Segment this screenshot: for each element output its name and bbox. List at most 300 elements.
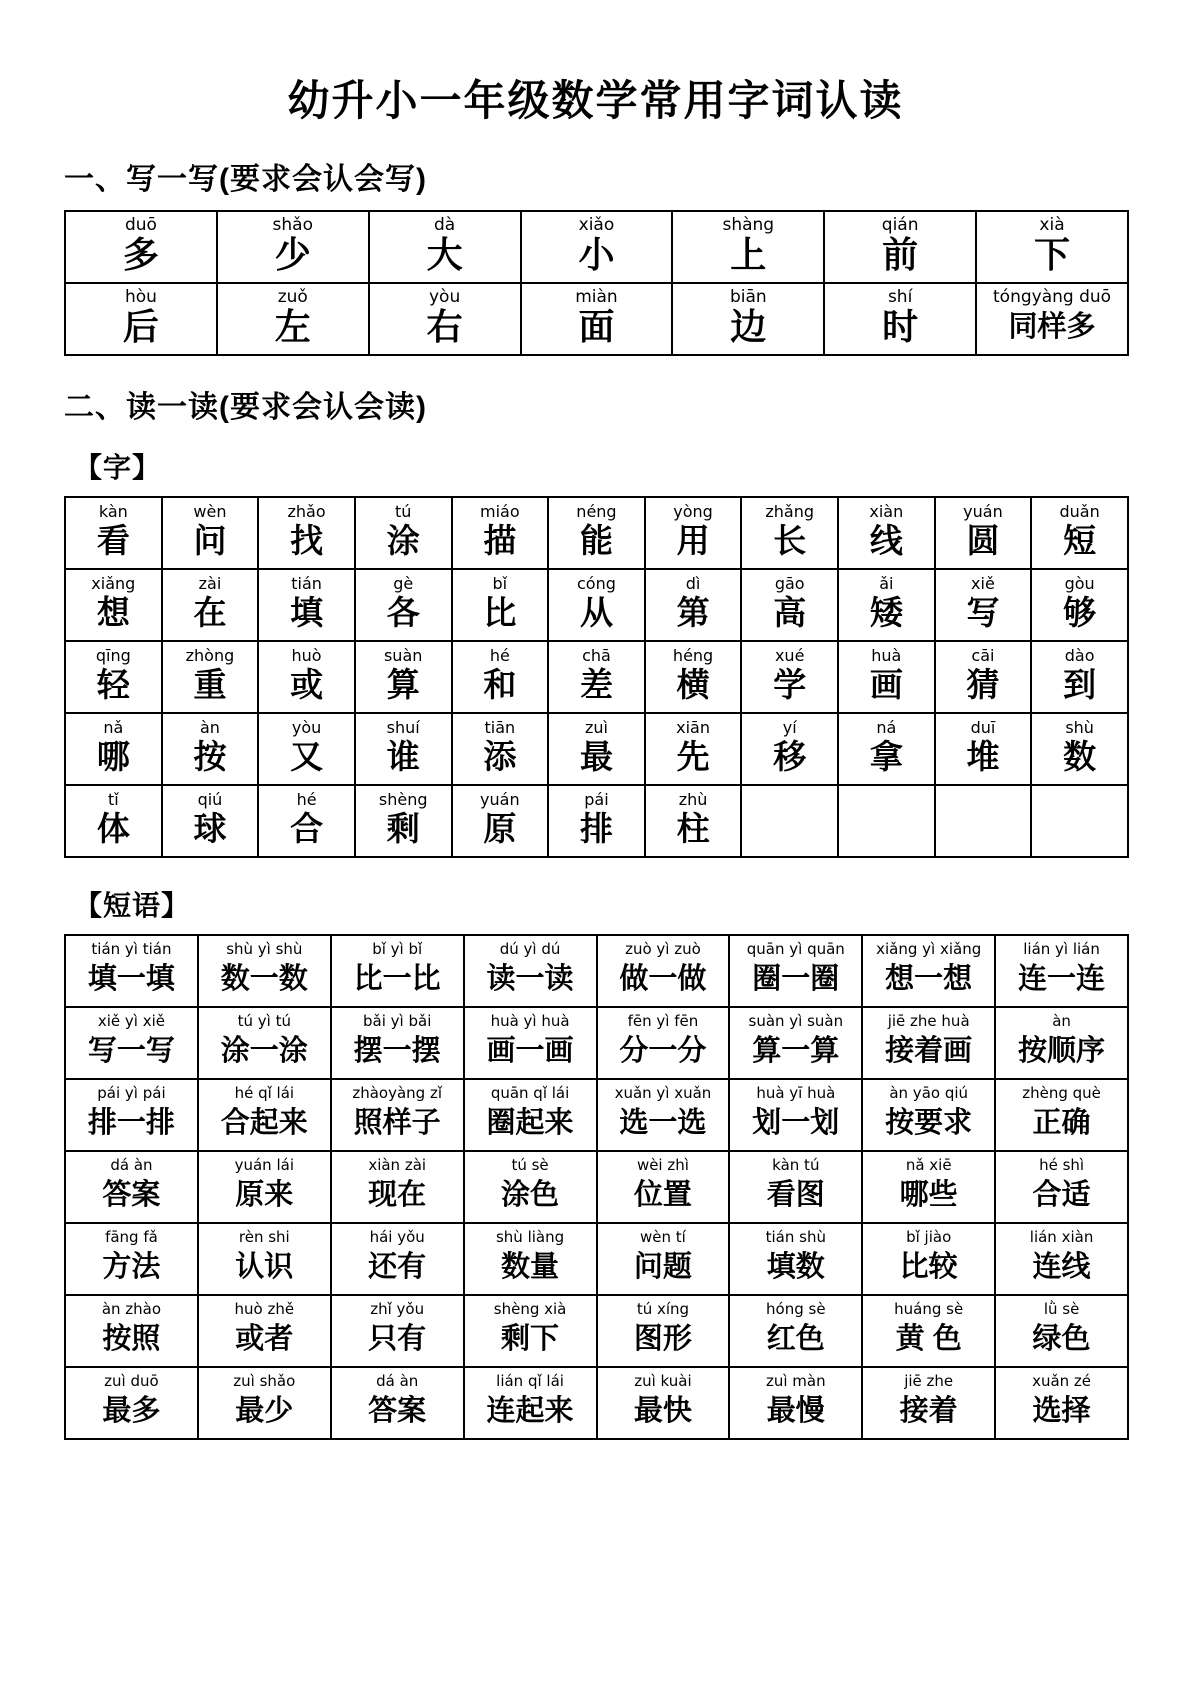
pinyin-text: hái yǒu	[369, 1228, 425, 1246]
vocab-cell	[162, 785, 259, 857]
hanzi-text: 能	[579, 522, 613, 559]
hanzi-text: 数	[1063, 738, 1097, 775]
hanzi-text: 最	[579, 738, 613, 775]
hanzi-text: 画	[869, 666, 903, 703]
vocab-cell	[645, 497, 742, 569]
hanzi-text: 在	[193, 594, 227, 631]
write-table-row	[65, 283, 1128, 355]
pinyin-text: xiān	[676, 718, 710, 737]
hanzi-text: 或	[290, 666, 324, 703]
pinyin-text: yí	[782, 718, 797, 737]
hanzi-text: 长	[773, 522, 807, 559]
vocab-cell	[355, 497, 452, 569]
vocab-cell	[935, 713, 1032, 785]
hanzi-text: 少	[274, 234, 311, 275]
pinyin-text: quān qǐ lái	[490, 1084, 570, 1102]
pinyin-text: hé shì	[1039, 1156, 1085, 1174]
hanzi-text: 描	[483, 522, 517, 559]
hanzi-text: 堆	[966, 738, 1000, 775]
hanzi-text: 圆	[966, 522, 1000, 559]
pinyin-text: hé qǐ lái	[234, 1084, 295, 1102]
hanzi-text: 想	[96, 594, 130, 631]
hanzi-text: 到	[1063, 666, 1097, 703]
pinyin-text: tǐ	[107, 790, 119, 809]
hanzi-text: 数量	[501, 1251, 560, 1283]
pinyin-text: zhǎng	[765, 502, 814, 521]
pinyin-text: tú yì tú	[237, 1012, 291, 1030]
vocab-cell	[862, 935, 995, 1007]
vocab-cell	[162, 569, 259, 641]
hanzi-text: 接着	[899, 1395, 958, 1427]
pinyin-text: chā	[582, 646, 611, 665]
hanzi-text: 下	[1034, 234, 1071, 275]
hanzi-text: 涂一涂	[220, 1035, 308, 1067]
pinyin-text: shuí	[386, 718, 420, 737]
vocab-cell	[65, 1367, 198, 1439]
vocab-cell	[1031, 713, 1128, 785]
hanzi-text: 画一画	[486, 1035, 574, 1067]
pinyin-text: rèn shi	[238, 1228, 290, 1246]
pinyin-text: tián yì tián	[91, 940, 172, 958]
vocab-cell	[355, 785, 452, 857]
phrases-table-row	[65, 935, 1128, 1007]
pinyin-text: huà	[871, 646, 902, 665]
vocab-cell	[258, 497, 355, 569]
vocab-cell	[597, 935, 730, 1007]
pinyin-text: lián qǐ lái	[496, 1372, 564, 1390]
pinyin-text: shù	[1065, 718, 1094, 737]
hanzi-text: 只有	[368, 1323, 427, 1355]
vocab-cell	[464, 1151, 597, 1223]
vocab-cell	[198, 1079, 331, 1151]
vocab-cell	[995, 1007, 1128, 1079]
vocab-cell	[862, 1079, 995, 1151]
pinyin-text: suàn	[383, 646, 423, 665]
pinyin-text: wèn	[193, 502, 227, 521]
vocab-cell	[995, 1367, 1128, 1439]
hanzi-text: 哪些	[899, 1179, 958, 1211]
vocab-cell	[331, 1367, 464, 1439]
pinyin-text: qiú	[197, 790, 223, 809]
hanzi-text: 排一排	[87, 1107, 175, 1139]
vocab-cell	[645, 569, 742, 641]
hanzi-text: 看	[96, 522, 130, 559]
hanzi-text: 数一数	[220, 963, 308, 995]
phrases-table-row	[65, 1007, 1128, 1079]
pinyin-text: zhǎo	[287, 502, 326, 521]
vocab-cell	[935, 641, 1032, 713]
hanzi-text: 现在	[368, 1179, 427, 1211]
pinyin-text: zuǒ	[277, 287, 308, 307]
hanzi-text: 排	[579, 810, 613, 847]
pinyin-text: huáng sè	[894, 1300, 964, 1318]
vocab-cell	[741, 497, 838, 569]
hanzi-text: 轻	[96, 666, 130, 703]
vocab-cell	[995, 1079, 1128, 1151]
vocab-cell	[597, 1295, 730, 1367]
hanzi-text: 红色	[766, 1323, 825, 1355]
hanzi-text: 又	[290, 738, 324, 775]
vocab-cell	[331, 1151, 464, 1223]
pinyin-text: zài	[198, 574, 222, 593]
vocab-cell	[521, 283, 673, 355]
hanzi-text: 比一比	[353, 963, 441, 995]
pinyin-text: fēn yì fēn	[627, 1012, 699, 1030]
pinyin-text: àn yāo qiú	[889, 1084, 969, 1102]
vocab-cell	[452, 641, 549, 713]
empty-cell	[838, 785, 935, 857]
vocab-cell	[65, 1151, 198, 1223]
vocab-cell	[464, 1079, 597, 1151]
vocab-cell	[741, 641, 838, 713]
hanzi-text: 划一划	[752, 1107, 840, 1139]
pinyin-text: zuì kuài	[634, 1372, 692, 1390]
vocab-cell	[838, 497, 935, 569]
pinyin-text: hé	[296, 790, 317, 809]
hanzi-text: 问	[193, 522, 227, 559]
pinyin-text: àn zhào	[101, 1300, 162, 1318]
vocab-cell	[741, 713, 838, 785]
hanzi-text: 位置	[633, 1179, 692, 1211]
vocab-cell	[729, 1007, 862, 1079]
hanzi-text: 先	[676, 738, 710, 775]
hanzi-text: 最少	[235, 1395, 294, 1427]
pinyin-text: zhǐ yǒu	[370, 1300, 425, 1318]
vocab-cell	[452, 713, 549, 785]
vocab-cell	[198, 1007, 331, 1079]
hanzi-text: 原来	[235, 1179, 294, 1211]
vocab-cell	[838, 713, 935, 785]
vocab-cell	[162, 641, 259, 713]
hanzi-text: 合适	[1032, 1179, 1091, 1211]
hanzi-text: 摆一摆	[353, 1035, 441, 1067]
hanzi-text: 小	[578, 234, 615, 275]
vocab-cell	[198, 935, 331, 1007]
hanzi-text: 答案	[102, 1179, 161, 1211]
pinyin-text: zhù	[678, 790, 708, 809]
pinyin-text: duō	[124, 215, 157, 235]
vocab-cell	[862, 1223, 995, 1295]
pinyin-text: tú xíng	[636, 1300, 690, 1318]
hanzi-text: 黄 色	[895, 1323, 962, 1355]
hanzi-text: 涂色	[501, 1179, 560, 1211]
hanzi-text: 问题	[633, 1251, 692, 1283]
pinyin-text: zuì shǎo	[233, 1372, 296, 1390]
hanzi-text: 差	[579, 666, 613, 703]
vocab-cell	[597, 1079, 730, 1151]
pinyin-text: suàn yì suàn	[748, 1012, 844, 1030]
hanzi-text: 同样多	[1008, 311, 1096, 343]
hanzi-text: 或者	[235, 1323, 294, 1355]
pinyin-text: shí	[887, 287, 913, 307]
pinyin-text: dà	[434, 215, 456, 235]
vocab-cell	[258, 785, 355, 857]
pinyin-text: duī	[970, 718, 996, 737]
pinyin-text: miàn	[575, 287, 618, 307]
pinyin-text: bǐ yì bǐ	[372, 940, 423, 958]
hanzi-text: 添	[483, 738, 517, 775]
hanzi-text: 合起来	[220, 1107, 308, 1139]
vocab-cell	[976, 283, 1128, 355]
chars-table-row	[65, 641, 1128, 713]
pinyin-text: tiān	[484, 718, 516, 737]
hanzi-text: 右	[426, 306, 463, 347]
vocab-cell	[862, 1151, 995, 1223]
vocab-cell	[331, 1079, 464, 1151]
pinyin-text: huò	[291, 646, 322, 665]
pinyin-text: tián shù	[765, 1228, 826, 1246]
hanzi-text: 从	[579, 594, 613, 631]
vocab-cell	[464, 1223, 597, 1295]
hanzi-text: 图形	[633, 1323, 692, 1355]
vocab-cell	[838, 641, 935, 713]
pinyin-text: kàn tú	[772, 1156, 820, 1174]
vocab-cell	[258, 713, 355, 785]
vocab-cell	[729, 935, 862, 1007]
vocab-cell	[65, 1295, 198, 1367]
pinyin-text: tóngyàng duō	[993, 287, 1112, 307]
hanzi-text: 短	[1063, 522, 1097, 559]
vocab-cell	[935, 497, 1032, 569]
hanzi-text: 线	[869, 522, 903, 559]
pinyin-text: yuán	[963, 502, 1003, 521]
hanzi-text: 看图	[766, 1179, 825, 1211]
vocab-cell	[65, 935, 198, 1007]
vocab-cell	[597, 1007, 730, 1079]
pinyin-text: gè	[393, 574, 414, 593]
hanzi-text: 填一填	[87, 963, 175, 995]
pinyin-text: hóng sè	[766, 1300, 826, 1318]
pinyin-text: kàn	[98, 502, 128, 521]
pinyin-text: shù liàng	[495, 1228, 565, 1246]
pinyin-text: nǎ	[103, 718, 124, 737]
vocab-cell	[729, 1151, 862, 1223]
vocab-cell	[862, 1367, 995, 1439]
vocab-cell	[672, 211, 824, 283]
hanzi-text: 猜	[966, 666, 1000, 703]
vocab-cell	[995, 1295, 1128, 1367]
hanzi-text: 连一连	[1018, 963, 1106, 995]
vocab-cell	[331, 1007, 464, 1079]
pinyin-text: huà yì huà	[490, 1012, 570, 1030]
pinyin-text: xiàn zài	[368, 1156, 427, 1174]
hanzi-text: 第	[676, 594, 710, 631]
hanzi-text: 算	[386, 666, 420, 703]
vocab-cell	[729, 1295, 862, 1367]
pinyin-text: shàng	[722, 215, 775, 235]
vocab-cell	[217, 211, 369, 283]
vocab-cell	[1031, 569, 1128, 641]
hanzi-text: 圈起来	[486, 1107, 574, 1139]
vocab-cell	[355, 641, 452, 713]
hanzi-text: 后	[122, 306, 159, 347]
pinyin-text: quān yì quān	[746, 940, 845, 958]
pinyin-text: àn	[1052, 1012, 1071, 1030]
pinyin-text: yuán lái	[234, 1156, 294, 1174]
pinyin-text: bǐ	[492, 574, 508, 593]
pinyin-text: xiě yì xiě	[97, 1012, 165, 1030]
chars-table-body	[65, 497, 1128, 857]
vocab-cell	[597, 1151, 730, 1223]
pinyin-text: fāng fǎ	[105, 1228, 158, 1246]
vocab-cell	[548, 713, 645, 785]
vocab-cell	[65, 785, 162, 857]
vocab-cell	[645, 713, 742, 785]
hanzi-text: 比较	[899, 1251, 958, 1283]
pinyin-text: xiǎng	[91, 574, 136, 593]
pinyin-text: shǎo	[272, 215, 313, 235]
pinyin-text: huà yī huà	[756, 1084, 836, 1102]
pinyin-text: miáo	[480, 502, 520, 521]
vocab-cell	[464, 1295, 597, 1367]
hanzi-text: 面	[578, 306, 615, 347]
pinyin-text: lǜ sè	[1043, 1300, 1080, 1318]
phrases-table-row	[65, 1151, 1128, 1223]
pinyin-text: zuò yì zuò	[625, 940, 701, 958]
pinyin-text: huò zhě	[234, 1300, 295, 1318]
hanzi-text: 连线	[1032, 1251, 1091, 1283]
pinyin-text: nǎ xiē	[905, 1156, 952, 1174]
vocab-cell	[331, 935, 464, 1007]
vocab-cell	[65, 497, 162, 569]
hanzi-text: 原	[483, 810, 517, 847]
vocab-cell	[548, 569, 645, 641]
vocab-cell	[355, 569, 452, 641]
pinyin-text: shèng xià	[493, 1300, 567, 1318]
pinyin-text: xué	[774, 646, 805, 665]
pinyin-text: zhòng	[185, 646, 235, 665]
pinyin-text: hòu	[124, 287, 157, 307]
vocab-cell	[198, 1223, 331, 1295]
pinyin-text: xiàn	[869, 502, 904, 521]
vocab-cell	[65, 569, 162, 641]
vocab-cell	[452, 785, 549, 857]
hanzi-text: 和	[483, 666, 517, 703]
vocab-cell	[862, 1007, 995, 1079]
pinyin-text: biān	[729, 287, 767, 307]
hanzi-text: 正确	[1032, 1107, 1091, 1139]
hanzi-text: 多	[122, 234, 159, 275]
vocab-cell	[1031, 641, 1128, 713]
pinyin-text: zhèng què	[1022, 1084, 1101, 1102]
pinyin-text: lián yì lián	[1023, 940, 1100, 958]
hanzi-text: 边	[730, 306, 767, 347]
vocab-cell	[935, 569, 1032, 641]
pinyin-text: zhàoyàng zǐ	[352, 1084, 443, 1102]
pinyin-text: ná	[876, 718, 897, 737]
pinyin-text: yuán	[480, 790, 520, 809]
pinyin-text: xiǎng yì xiǎng	[876, 940, 982, 958]
pinyin-text: tián	[291, 574, 322, 593]
vocab-cell	[331, 1223, 464, 1295]
vocab-cell	[672, 283, 824, 355]
sub-heading-chars: 【字】	[74, 452, 162, 483]
pinyin-text: bǐ jiào	[906, 1228, 952, 1246]
pinyin-text: lián xiàn	[1029, 1228, 1094, 1246]
vocab-cell	[995, 1223, 1128, 1295]
vocab-cell	[217, 283, 369, 355]
chars-table-row	[65, 569, 1128, 641]
hanzi-text: 分一分	[619, 1035, 707, 1067]
hanzi-text: 认识	[235, 1251, 294, 1283]
vocab-cell	[729, 1079, 862, 1151]
vocab-cell	[976, 211, 1128, 283]
vocab-cell	[65, 641, 162, 713]
hanzi-text: 最慢	[766, 1395, 825, 1427]
vocab-cell	[995, 1151, 1128, 1223]
section-heading-write: 一、写一写(要求会认会写)	[64, 163, 427, 196]
hanzi-text: 读一读	[486, 963, 574, 995]
hanzi-text: 接着画	[885, 1035, 973, 1067]
vocab-cell	[331, 1295, 464, 1367]
pinyin-text: jiē zhe	[904, 1372, 954, 1390]
pinyin-text: xuǎn zé	[1032, 1372, 1092, 1390]
pinyin-text: tú sè	[511, 1156, 549, 1174]
pinyin-text: dá àn	[110, 1156, 153, 1174]
vocab-cell	[548, 785, 645, 857]
hanzi-text: 填数	[766, 1251, 825, 1283]
hanzi-text: 大	[426, 234, 463, 275]
hanzi-text: 高	[773, 594, 807, 631]
vocab-cell	[198, 1367, 331, 1439]
hanzi-text: 找	[290, 522, 324, 559]
hanzi-text: 体	[96, 810, 130, 847]
vocab-cell	[464, 1367, 597, 1439]
hanzi-text: 按顺序	[1018, 1035, 1106, 1067]
phrases-table	[64, 934, 1129, 1440]
empty-cell	[935, 785, 1032, 857]
pinyin-text: tú	[394, 502, 412, 521]
hanzi-text: 写一写	[87, 1035, 175, 1067]
vocab-cell	[162, 713, 259, 785]
vocab-cell	[729, 1223, 862, 1295]
vocab-cell	[452, 497, 549, 569]
hanzi-text: 绿色	[1032, 1323, 1091, 1355]
hanzi-text: 选择	[1032, 1395, 1091, 1427]
section-heading-read: 二、读一读(要求会认会读)	[64, 391, 427, 424]
hanzi-text: 最多	[102, 1395, 161, 1427]
vocab-cell	[198, 1295, 331, 1367]
vocab-cell	[198, 1151, 331, 1223]
write-table-row	[65, 211, 1128, 283]
pinyin-text: shù yì shù	[226, 940, 303, 958]
pinyin-text: pái	[584, 790, 609, 809]
hanzi-text: 矮	[869, 594, 903, 631]
hanzi-text: 够	[1063, 594, 1097, 631]
hanzi-text: 最快	[633, 1395, 692, 1427]
pinyin-text: wèn tí	[640, 1228, 686, 1246]
hanzi-text: 圈一圈	[752, 963, 840, 995]
pinyin-text: duǎn	[1059, 502, 1100, 521]
empty-cell	[741, 785, 838, 857]
hanzi-text: 填	[290, 594, 324, 631]
pinyin-text: àn	[199, 718, 220, 737]
vocab-cell	[521, 211, 673, 283]
vocab-cell	[258, 641, 355, 713]
hanzi-text: 做一做	[619, 963, 707, 995]
hanzi-text: 照样子	[353, 1107, 441, 1139]
pinyin-text: pái yì pái	[97, 1084, 166, 1102]
hanzi-text: 拿	[869, 738, 903, 775]
pinyin-text: bǎi yì bǎi	[363, 1012, 432, 1030]
pinyin-text: yòng	[673, 502, 713, 521]
pinyin-text: cāi	[971, 646, 995, 665]
hanzi-text: 学	[773, 666, 807, 703]
vocab-cell	[548, 497, 645, 569]
hanzi-text: 剩	[386, 810, 420, 847]
vocab-cell	[65, 1223, 198, 1295]
hanzi-text: 谁	[386, 738, 420, 775]
